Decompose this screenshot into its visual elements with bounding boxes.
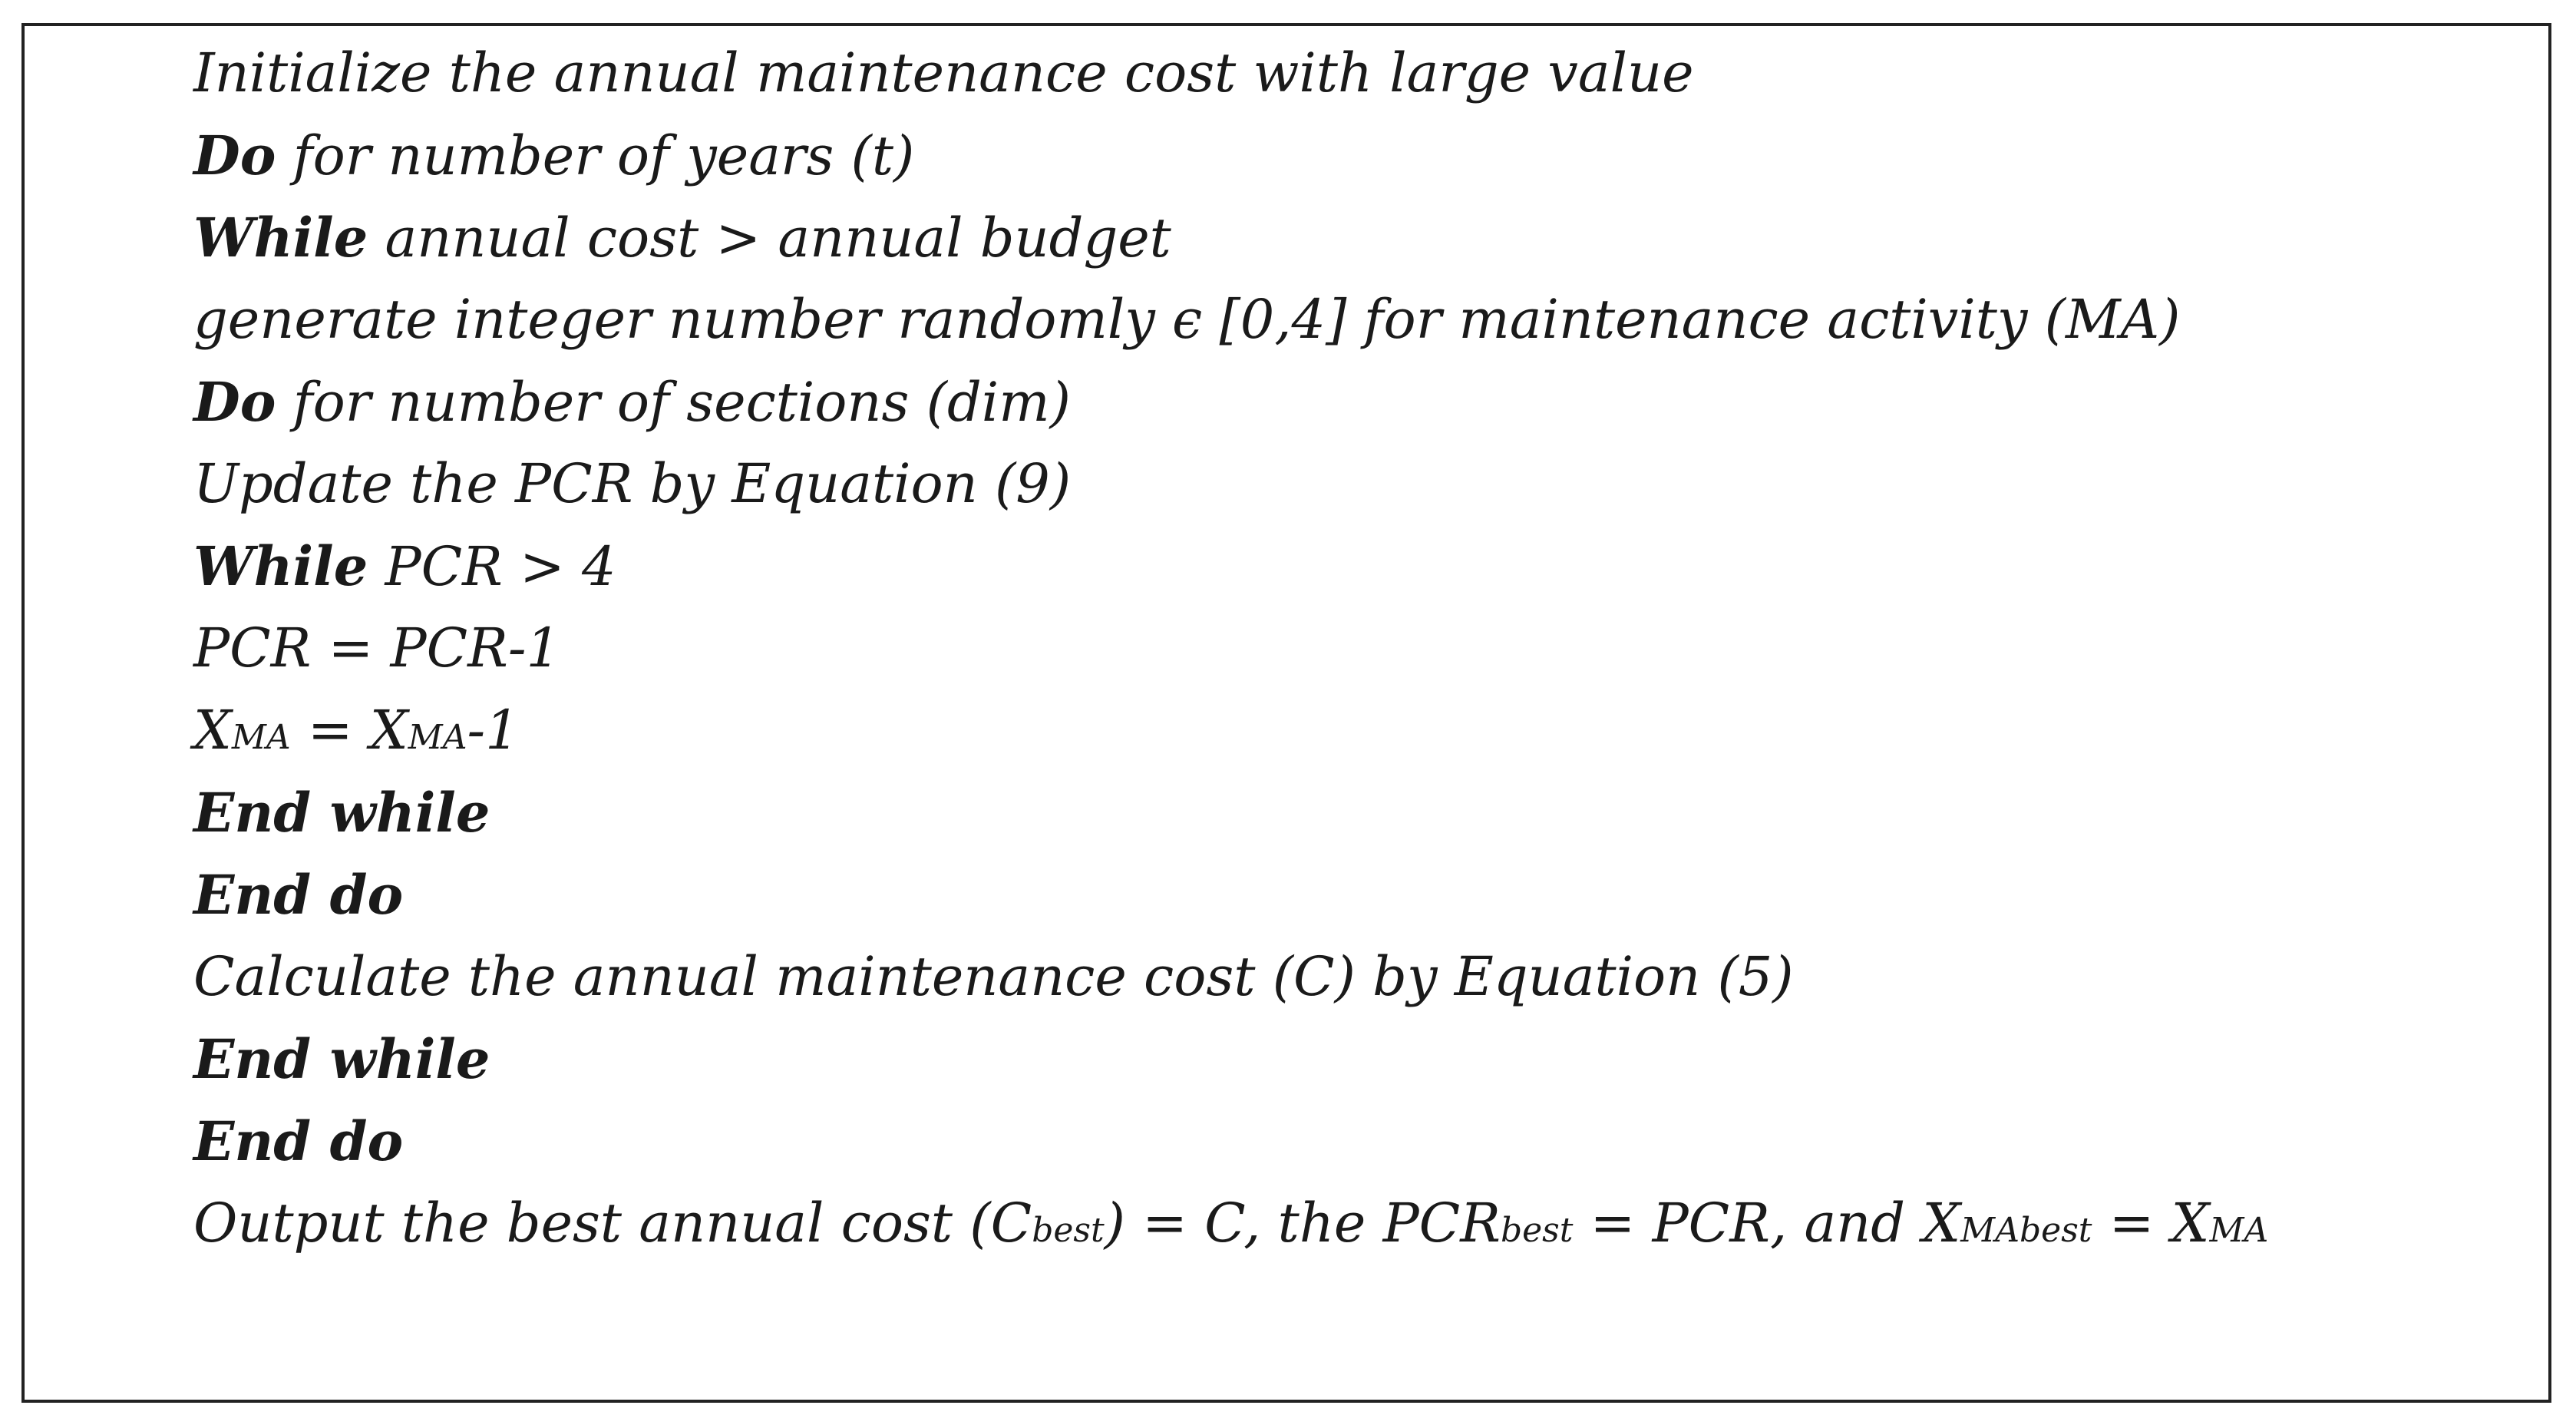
step-text: = <box>290 699 370 762</box>
algorithm-line <box>193 607 2268 689</box>
step-text: annual cost > annual budget <box>368 207 1171 269</box>
step-text: PCR = PCR-1 <box>193 617 561 679</box>
algorithm-line <box>193 279 2268 361</box>
keyword-while: While <box>193 206 368 269</box>
subscript: MA <box>231 718 291 757</box>
algorithm-line <box>193 1182 2268 1265</box>
keyword-end-do: End do <box>193 863 404 927</box>
step-text: Calculate the annual maintenance cost (C) by Equation (5) <box>193 945 1794 1008</box>
subscript: MA <box>408 718 467 757</box>
algorithm-line <box>193 361 2268 443</box>
keyword-end-do: End do <box>193 1109 404 1173</box>
subscript: best <box>1032 1211 1105 1250</box>
algorithm-line <box>193 936 2268 1018</box>
step-text: = PCR, and X <box>1573 1192 1961 1255</box>
step-text: = X <box>2092 1192 2210 1255</box>
step-text: for number of sections (dim) <box>276 371 1071 434</box>
step-text: Update the PCR by Equation (9) <box>193 452 1072 515</box>
algorithm-line <box>193 32 2268 114</box>
subscript: MAbest <box>1960 1211 2092 1250</box>
keyword-end-while: End while <box>193 781 490 845</box>
subscript: MA <box>2209 1211 2269 1250</box>
step-text: PCR > 4 <box>368 535 616 598</box>
keyword-end-while: End while <box>193 1027 490 1091</box>
step-text: Output the best annual cost (C <box>193 1192 1032 1255</box>
algorithm-line <box>193 689 2268 772</box>
algorithm-steps <box>193 32 2268 1265</box>
algorithm-line <box>193 114 2268 197</box>
algorithm-line <box>193 525 2268 607</box>
algorithm-line <box>193 443 2268 525</box>
keyword-do: Do <box>193 370 276 434</box>
step-text: ) = C, the PCR <box>1104 1192 1501 1255</box>
algorithm-line <box>193 854 2268 936</box>
algorithm-line <box>193 772 2268 854</box>
keyword-do: Do <box>193 124 276 187</box>
step-text: -1 <box>467 699 520 762</box>
algorithm-line <box>193 1018 2268 1100</box>
variable-x: X <box>193 699 232 762</box>
variable-x: X <box>369 699 408 762</box>
algorithm-line <box>193 1100 2268 1182</box>
step-text: Initialize the annual maintenance cost with large value <box>193 41 1694 104</box>
subscript: best <box>1500 1211 1574 1250</box>
keyword-while: While <box>193 534 368 598</box>
step-text: generate integer number randomly ϵ [0,4] for maintenance activity (MA) <box>193 288 2181 351</box>
step-text: for number of years (t) <box>276 124 915 187</box>
algorithm-line <box>193 197 2268 279</box>
